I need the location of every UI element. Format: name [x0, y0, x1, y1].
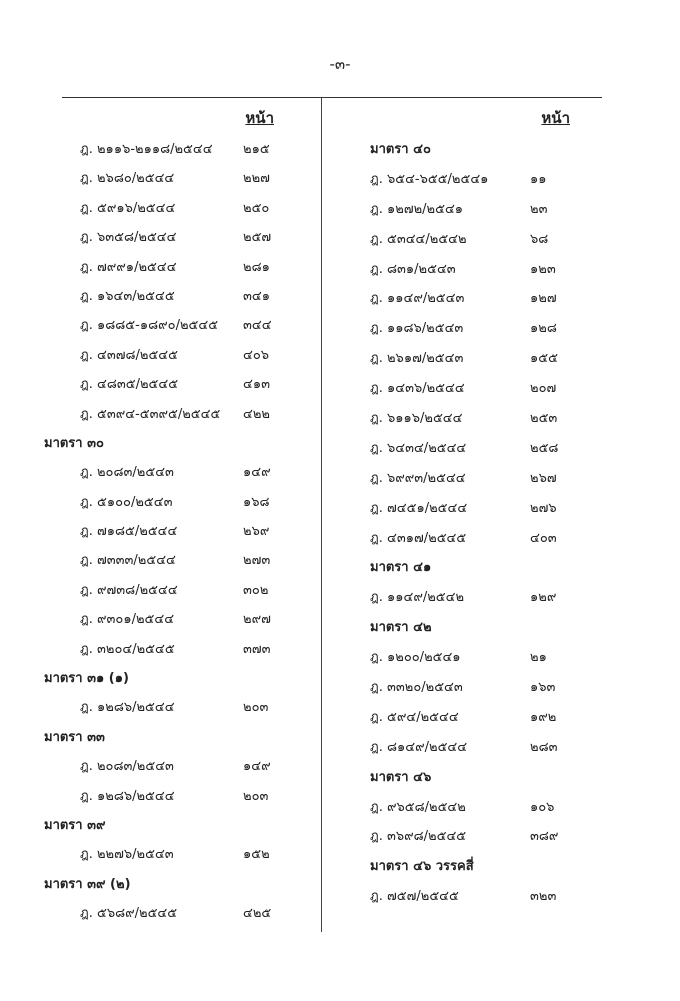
- index-entry: [44, 840, 314, 869]
- page-ref: ๒๕๓: [530, 411, 558, 427]
- page-ref: ๑๕๒: [243, 847, 270, 863]
- case-reference: ฎ. ๖๑๑๖/๒๕๔๔: [370, 411, 463, 427]
- index-entry: [44, 135, 314, 164]
- page-ref: ๑๙๒: [530, 709, 557, 725]
- case-reference: ฎ. ๗๕๗/๒๕๔๕: [370, 889, 459, 905]
- page-ref: ๓๔๔: [243, 318, 272, 334]
- section-title: มาตรา ๔๖ วรรคสี่: [370, 859, 474, 875]
- page-ref: ๔๒๕: [243, 906, 272, 922]
- page-ref: ๑๒๗: [530, 291, 557, 307]
- page-ref: ๒๐๓: [243, 700, 269, 716]
- page-ref: ๓๔๑: [243, 288, 270, 304]
- section-heading: [340, 852, 590, 882]
- case-reference: ฎ. ๖๙๙๓/๒๕๔๔: [370, 470, 466, 486]
- case-reference: ฎ. ๑๑๔๙/๒๕๔๓: [370, 291, 465, 307]
- page-ref: ๒๗๖: [530, 500, 557, 516]
- index-entry: [340, 344, 590, 374]
- case-reference: ฎ. ๔๓๗๘/๒๕๔๕: [80, 347, 178, 363]
- index-entry: [340, 793, 590, 823]
- case-reference: ฎ. ๙๗๓๘/๒๕๔๔: [80, 582, 178, 598]
- page-ref: ๓๗๓: [243, 641, 271, 657]
- case-reference: ฎ. ๒๐๘๓/๒๕๔๓: [80, 759, 174, 775]
- case-reference: ฎ. ๓๓๒๐/๒๕๔๓: [370, 680, 463, 696]
- page-ref: ๒๕๗: [243, 230, 272, 246]
- index-entry: [340, 703, 590, 733]
- case-reference: ฎ. ๑๘๘๕-๑๘๙๐/๒๕๔๕: [80, 318, 219, 334]
- page-ref: ๑๒๘: [530, 321, 557, 337]
- page-column-header: หน้า: [245, 109, 274, 127]
- page-ref: ๑๐๖: [530, 799, 555, 815]
- page-ref: ๑๒๓: [530, 261, 556, 277]
- page-ref: ๑๔๙: [243, 759, 271, 775]
- index-entry: [340, 643, 590, 673]
- page-ref: ๒๕๐: [243, 200, 270, 216]
- section-heading: [44, 429, 314, 458]
- section-title: มาตรา ๓๙: [44, 817, 106, 833]
- index-entry: [44, 164, 314, 193]
- page-ref: ๑๖๓: [530, 680, 556, 696]
- index-entry: [44, 576, 314, 605]
- case-reference: ฎ. ๘๓๑/๒๕๔๓: [370, 261, 456, 277]
- case-reference: ฎ. ๖๕๔-๖๕๕/๒๕๔๑: [370, 171, 489, 187]
- case-reference: ฎ. ๘๑๔๙/๒๕๔๔: [370, 739, 468, 755]
- index-entry: [340, 255, 590, 285]
- page-ref: ๒๒๗: [243, 171, 270, 187]
- page-ref: ๓๘๙: [530, 829, 559, 845]
- index-entry: [340, 374, 590, 404]
- case-reference: ฎ. ๕๙๔/๒๕๔๔: [370, 709, 459, 725]
- page-ref: ๒๑๕: [243, 142, 270, 157]
- page-ref: ๒๐๓: [243, 788, 269, 804]
- index-entry: [340, 524, 590, 554]
- index-entry: [44, 546, 314, 575]
- case-reference: ฎ. ๖๓๕๘/๒๕๔๔: [80, 230, 177, 246]
- section-title: มาตรา ๔๐: [370, 142, 431, 157]
- case-reference: ฎ. ๗๔๕๑/๒๕๔๔: [370, 500, 468, 516]
- page-ref: ๒๖๗: [530, 470, 557, 486]
- index-entry: [44, 899, 314, 928]
- index-entry: [340, 314, 590, 344]
- case-reference: ฎ. ๑๔๓๖/๒๕๔๔: [370, 381, 465, 397]
- page-ref: ๑๕๕: [530, 351, 558, 367]
- page-ref: ๔๒๒: [243, 406, 270, 422]
- case-reference: ฎ. ๒๐๘๓/๒๕๔๓: [80, 465, 174, 481]
- index-entry: [340, 733, 590, 763]
- index-entry: [340, 464, 590, 494]
- case-reference: ฎ. ๕๓๙๔-๕๓๙๕/๒๕๔๕: [80, 406, 221, 422]
- case-reference: ฎ. ๗๙๙๑/๒๕๔๔: [80, 259, 177, 275]
- page-ref: ๒๘๑: [243, 259, 270, 275]
- case-reference: ฎ. ๑๒๘๖/๒๕๔๔: [80, 788, 175, 804]
- page-ref: ๖๘: [530, 231, 549, 247]
- page-ref: ๒๕๘: [530, 440, 559, 456]
- case-reference: ฎ. ๒๖๑๗/๒๕๔๓: [370, 351, 464, 367]
- page-ref: ๔๐๖: [243, 347, 270, 363]
- section-title: มาตรา ๔๒: [370, 620, 432, 636]
- index-entry: [340, 434, 590, 464]
- index-entry: [44, 693, 314, 722]
- section-title: มาตรา ๔๑: [370, 560, 432, 576]
- page-ref: ๒๐๗: [530, 381, 557, 397]
- index-entry: [44, 253, 314, 282]
- page-ref: ๔๐๓: [530, 530, 557, 546]
- left-header: [44, 104, 314, 135]
- case-reference: ฎ. ๙๖๕๘/๒๕๔๒: [370, 799, 466, 815]
- index-entry: [340, 404, 590, 434]
- index-entry: [44, 635, 314, 664]
- case-reference: ฎ. ๖๔๓๔/๒๕๔๔: [370, 440, 467, 456]
- index-entry: [44, 605, 314, 634]
- index-entry: [340, 583, 590, 613]
- page-ref: ๒๓: [530, 201, 548, 217]
- section-title: มาตรา ๔๖: [370, 769, 432, 785]
- case-reference: ฎ. ๕๖๘๙/๒๕๔๕: [80, 906, 178, 922]
- right-column: [340, 104, 590, 912]
- section-title: มาตรา ๓๓: [44, 729, 105, 745]
- case-reference: ฎ. ๒๖๘๐/๒๕๔๔: [80, 171, 175, 187]
- page-ref: ๑๒๙: [530, 590, 557, 606]
- case-reference: ฎ. ๙๓๐๑/๒๕๔๔: [80, 612, 175, 628]
- index-entry: [340, 165, 590, 195]
- case-reference: ฎ. ๒๒๗๖/๒๕๔๓: [80, 847, 174, 863]
- index-entry: [340, 284, 590, 314]
- section-heading: [44, 664, 314, 693]
- index-entry: [44, 458, 314, 487]
- index-entry: [340, 225, 590, 255]
- case-reference: ฎ. ๑๑๔๙/๒๕๔๒: [370, 590, 465, 606]
- case-reference: ฎ. ๓๒๐๔/๒๕๔๕: [80, 641, 175, 657]
- page-ref: ๓๒๓: [530, 889, 557, 905]
- case-reference: ฎ. ๕๙๑๖/๒๕๔๔: [80, 200, 176, 216]
- section-heading: [340, 553, 590, 583]
- case-reference: ฎ. ๑๒๗๒/๒๕๔๑: [370, 201, 464, 217]
- section-title: มาตรา ๓๑ (๑): [44, 671, 129, 687]
- page-ref: ๒๗๓: [243, 553, 271, 569]
- index-entry: [44, 488, 314, 517]
- index-entry: [44, 400, 314, 429]
- page-ref: ๒๘๓: [530, 739, 558, 755]
- left-column: [44, 104, 314, 929]
- section-title: มาตรา ๓๐: [44, 435, 104, 451]
- section-title: มาตรา ๓๙ (๒): [44, 876, 131, 892]
- page-ref: ๓๐๒: [243, 582, 269, 598]
- section-heading: [340, 763, 590, 793]
- case-reference: ฎ. ๑๒๘๖/๒๕๔๔: [80, 700, 175, 716]
- section-heading: [44, 811, 314, 840]
- index-entry: [44, 341, 314, 370]
- index-entry: [44, 282, 314, 311]
- page-ref: ๑๑: [530, 171, 547, 187]
- case-reference: ฎ. ๑๖๔๓/๒๕๔๕: [80, 288, 175, 304]
- index-entry: [44, 311, 314, 340]
- case-reference: ฎ. ๗๑๘๕/๒๕๔๔: [80, 524, 178, 540]
- section-heading: [340, 135, 590, 165]
- page-ref: ๔๑๓: [243, 377, 270, 393]
- case-reference: ฎ. ๕๑๐๐/๒๕๔๓: [80, 494, 173, 510]
- index-entry: [44, 194, 314, 223]
- right-header: [340, 104, 590, 135]
- case-reference: ฎ. ๑๑๘๖/๒๕๔๓: [370, 321, 464, 337]
- case-reference: ฎ. ๔๓๑๗/๒๕๔๕: [370, 530, 467, 546]
- index-entry: [44, 517, 314, 546]
- index-entry: [340, 882, 590, 912]
- index-entry: [340, 494, 590, 524]
- case-reference: ฎ. ๓๖๙๘/๒๕๔๕: [370, 829, 467, 845]
- index-entry: [44, 752, 314, 781]
- index-entry: [340, 195, 590, 225]
- page-column-header: หน้า: [541, 109, 570, 127]
- case-reference: ฎ. ๕๓๔๔/๒๕๔๒: [370, 231, 467, 247]
- page-ref: ๒๙๗: [243, 612, 271, 628]
- page-ref: ๑๖๘: [243, 494, 270, 510]
- section-heading: [340, 613, 590, 643]
- section-heading: [44, 723, 314, 752]
- index-entry: [44, 223, 314, 252]
- top-rule: [62, 97, 602, 98]
- case-reference: ฎ. ๔๘๓๕/๒๕๔๕: [80, 377, 179, 393]
- case-reference: ฎ. ๗๓๓๓/๒๕๔๔: [80, 553, 176, 569]
- index-entry: [340, 822, 590, 852]
- case-reference: ฎ. ๑๒๐๐/๒๕๔๑: [370, 650, 461, 666]
- page-ref: ๑๔๙: [243, 465, 271, 481]
- index-entry: [44, 370, 314, 399]
- page-ref: ๒๑: [530, 650, 547, 666]
- case-reference: ฎ. ๒๑๑๖-๒๑๑๘/๒๕๔๔: [80, 142, 213, 157]
- index-entry: [44, 782, 314, 811]
- column-divider: [321, 97, 322, 932]
- section-heading: [44, 870, 314, 899]
- page-number: -๓-: [329, 55, 351, 73]
- index-entry: [340, 673, 590, 703]
- page-ref: ๒๖๙: [243, 524, 270, 540]
